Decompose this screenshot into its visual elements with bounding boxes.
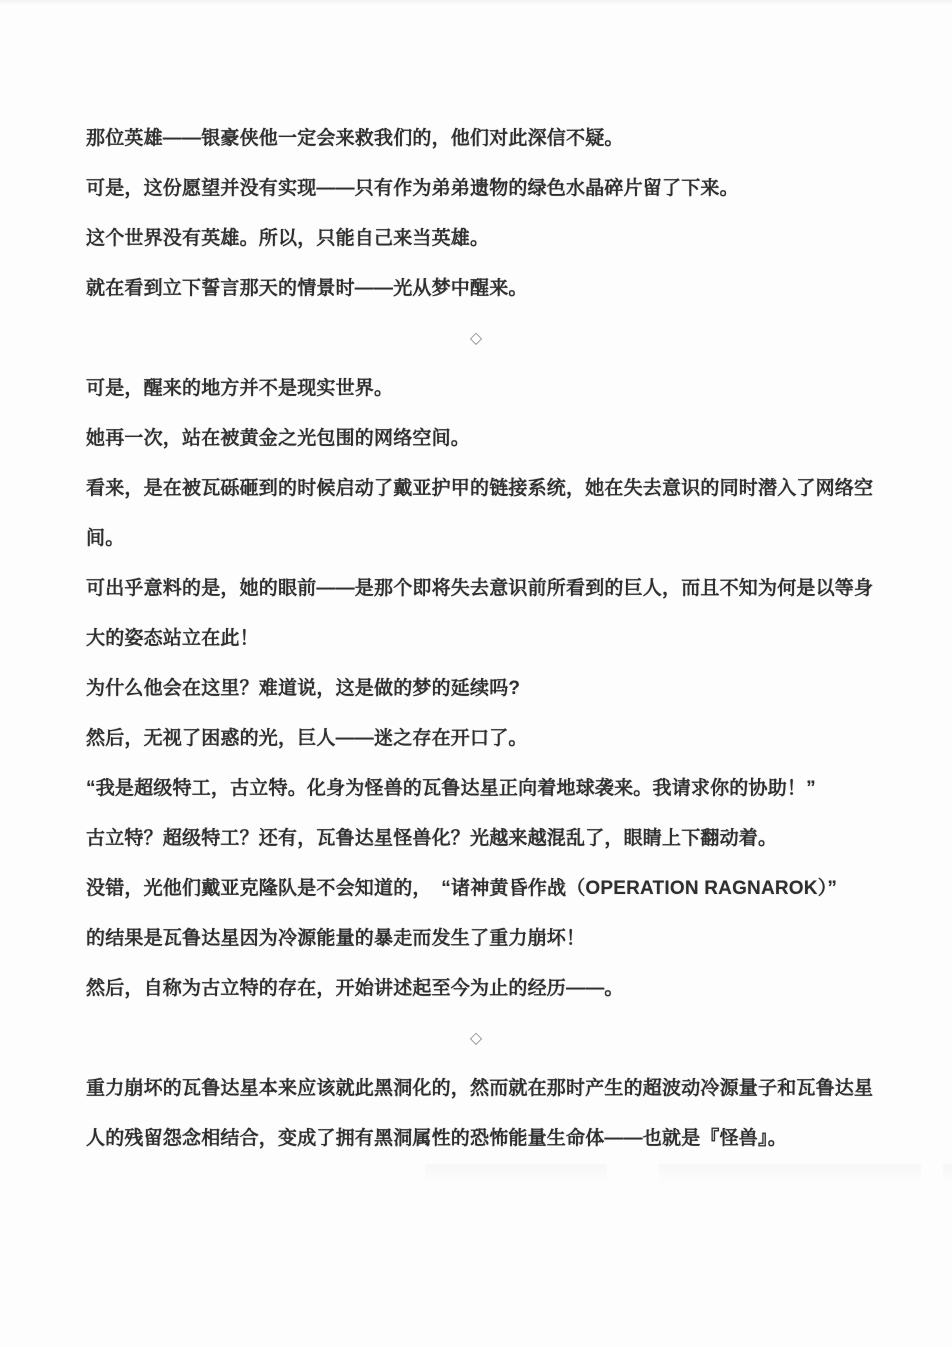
text-line: 就在看到立下誓言那天的情景时——光从梦中醒来。: [86, 278, 528, 299]
text-line: 间。: [86, 528, 125, 549]
faint-scan-artifact: [425, 1164, 607, 1185]
text-line: 然后，自称为古立特的存在，开始讲述起至今为止的经历——。: [86, 978, 624, 999]
text-line: 那位英雄——银豪侠他一定会来救我们的，他们对此深信不疑。: [86, 128, 624, 149]
text-line: 这个世界没有英雄。所以，只能自己来当英雄。: [86, 228, 490, 249]
text-line: 人的残留怨念相结合，变成了拥有黑洞属性的恐怖能量生命体——也就是『怪兽』。: [86, 1128, 787, 1149]
text-line: 没错，光他们戴亚克隆队是不会知道的， “诸神黄昏作战（OPERATION RAGNAROK）”: [86, 878, 838, 899]
text-line: “我是超级特工，古立特。化身为怪兽的瓦鲁达星正向着地球袭来。我请求你的协助！”: [86, 778, 816, 799]
text-line: 可出乎意料的是，她的眼前——是那个即将失去意识前所看到的巨人，而且不知为何是以等身: [86, 578, 874, 599]
text-line: 的结果是瓦鲁达星因为冷源能量的暴走而发生了重力崩坏！: [86, 928, 586, 949]
text-line: 看来，是在被瓦砾砸到的时候启动了戴亚护甲的链接系统，她在失去意识的同时潜入了网络空: [86, 478, 874, 499]
text-line: 大的姿态站立在此！: [86, 628, 259, 649]
text-line: 为什么他会在这里？难道说，这是做的梦的延续吗?: [86, 678, 521, 699]
text-line: 她再一次，站在被黄金之光包围的网络空间。: [86, 428, 471, 449]
faint-scan-artifact: [659, 1164, 921, 1185]
section-divider: ◇: [469, 1030, 483, 1047]
text-line: 可是，醒来的地方并不是现实世界。: [86, 378, 394, 399]
text-line: 重力崩坏的瓦鲁达星本来应该就此黑洞化的，然而就在那时产生的超波动冷源量子和瓦鲁达星: [86, 1078, 874, 1099]
text-line: 可是，这份愿望并没有实现——只有作为弟弟遗物的绿色水晶碎片留了下来。: [86, 178, 739, 199]
section-divider: ◇: [469, 330, 483, 347]
faint-scan-artifact: [943, 1164, 952, 1185]
text-line: 古立特？超级特工？还有，瓦鲁达星怪兽化？光越来越混乱了，眼睛上下翻动着。: [86, 828, 778, 849]
text-line: 然后，无视了困惑的光，巨人——迷之存在开口了。: [86, 728, 528, 749]
